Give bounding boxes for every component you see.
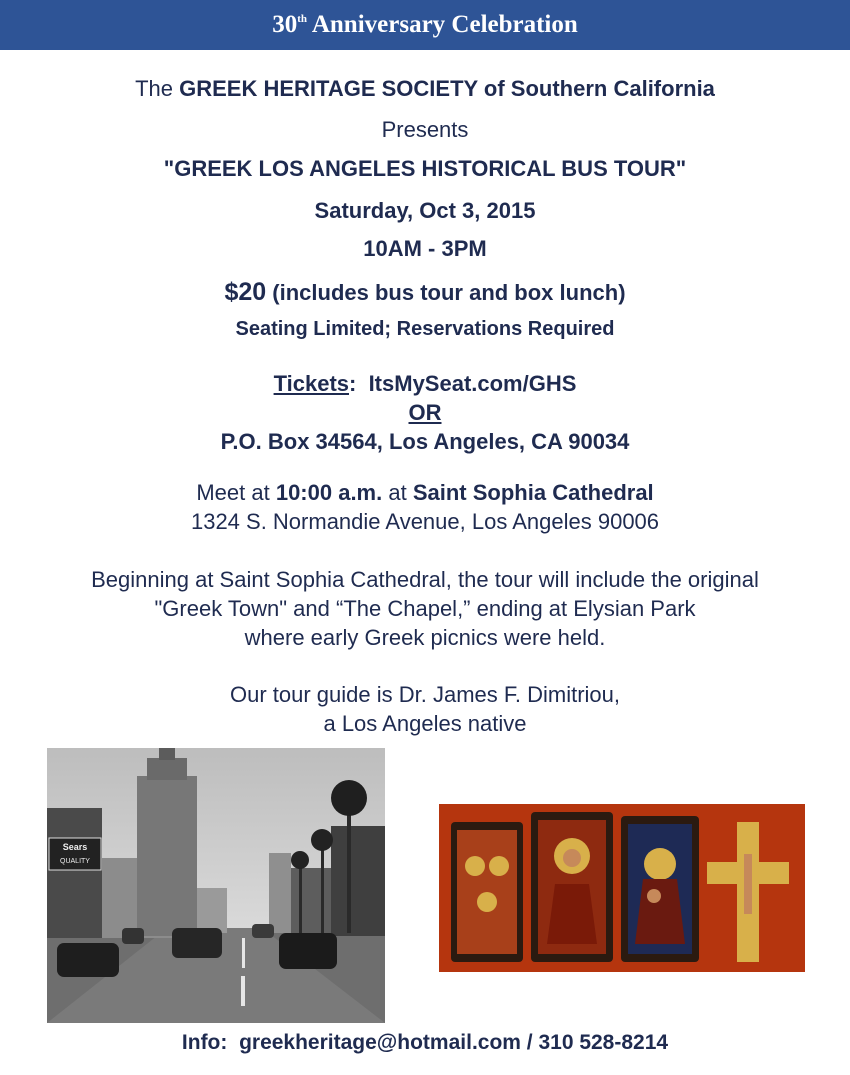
- anniversary-banner: [0, 0, 850, 50]
- price-amount: $20: [224, 278, 267, 306]
- banner-text: Anniversary Celebration: [311, 11, 578, 38]
- guide-line: a Los Angeles native: [323, 711, 527, 736]
- presents-text: Presents: [381, 117, 469, 142]
- tickets-colon: :: [349, 371, 357, 396]
- banner-ordinal: 30: [272, 11, 298, 38]
- guide-line: Our tour guide is Dr. James F. Dimitriou,: [229, 682, 620, 707]
- intro-the: The: [135, 76, 173, 101]
- meet-at: at: [388, 480, 407, 505]
- price-details: (includes bus tour and box lunch): [272, 280, 626, 305]
- meet-line: [0, 480, 850, 506]
- contact-details[interactable]: greekheritage@hotmail.com / 310 528-8214: [239, 1031, 669, 1054]
- banner-ordinal-suffix: th: [297, 13, 307, 25]
- organization-name: GREEK HERITAGE SOCIETY of Southern California: [179, 76, 715, 101]
- meet-address: 1324 S. Normandie Avenue, Los Angeles 90006: [190, 509, 660, 534]
- tickets-or: OR: [408, 400, 442, 425]
- event-time: 10AM - 3PM: [363, 236, 487, 261]
- tickets-line: [0, 371, 850, 397]
- tour-title: "GREEK LOS ANGELES HISTORICAL BUS TOUR": [163, 156, 687, 181]
- event-date: Saturday, Oct 3, 2015: [314, 198, 536, 223]
- description-line: Beginning at Saint Sophia Cathedral, the tour will include the original: [91, 567, 759, 592]
- intro-line: [0, 76, 850, 102]
- contact-info-line: [0, 1031, 850, 1055]
- price-line: [0, 278, 850, 307]
- description-line: where early Greek picnics were held.: [244, 625, 606, 650]
- store-sign-quality: QUALITY: [60, 858, 90, 865]
- tickets-website[interactable]: ItsMySeat.com/GHS: [368, 371, 577, 396]
- description-line: "Greek Town" and “The Chapel,” ending at Elysian Park: [154, 596, 696, 621]
- historic-street-photo: [47, 748, 385, 1023]
- info-label: Info:: [181, 1031, 228, 1054]
- tickets-mail-address: P.O. Box 34564, Los Angeles, CA 90034: [220, 429, 630, 454]
- tickets-label: Tickets: [273, 371, 349, 396]
- meet-prefix: Meet at: [196, 480, 270, 505]
- meet-place: Saint Sophia Cathedral: [412, 480, 654, 505]
- store-sign-name: Sears: [62, 842, 88, 852]
- seating-notice: Seating Limited; Reservations Required: [235, 318, 615, 340]
- orthodox-icons-photo: [439, 804, 805, 972]
- meet-time: 10:00 a.m.: [275, 480, 383, 505]
